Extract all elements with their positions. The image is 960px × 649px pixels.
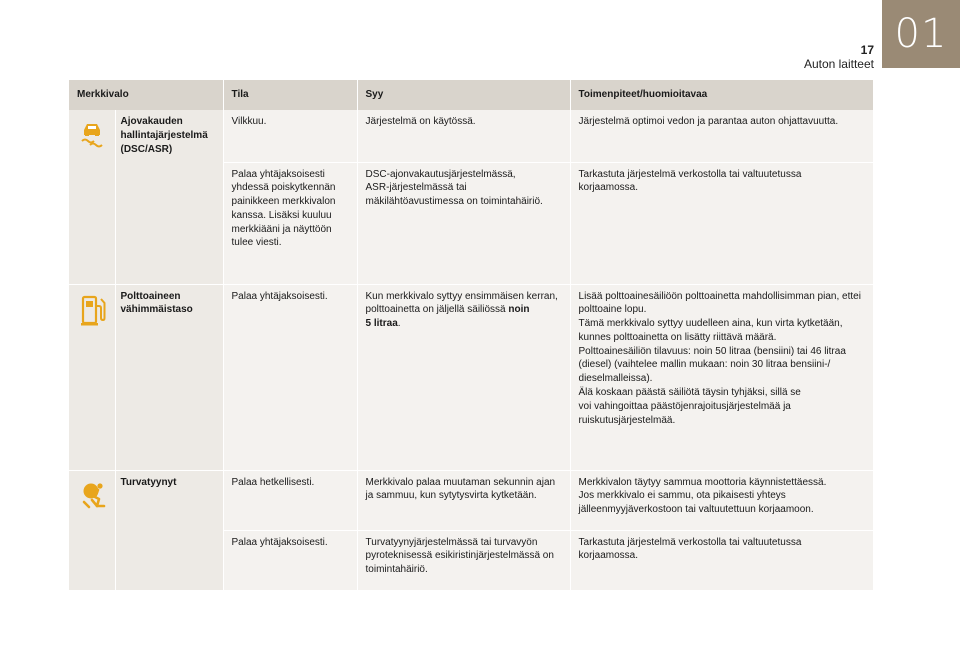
lamp-name-airbags: Turvatyynyt (115, 470, 223, 590)
page-number: 17 (860, 43, 874, 57)
table-row (69, 284, 873, 470)
column-header-cause: Syy (357, 80, 570, 110)
state-cell: Palaa yhtäjaksoisesti. (223, 284, 357, 470)
action-cell: Lisää polttoainesäiliöön polttoainetta mahdollisimman pian, ettei polttoaine lopu. Tämä merkkivalo syttyy uudelleen aina, kun virta kytketään, kunnes polttoainetta on lisätty riittävä määrä. Polttoainesäiliön tilavuus: noin 50 litraa (bensiini) tai 46 litraa (diesel) (vaihtelee mallin mukaan: noin 30 litraa bensiini-/ dieselmalleissa). Älä koskaan päästä säiliötä täysin tyhjäksi, sillä se voi vahingoittaa päästöjenrajoitusjärjestelmää ja ruiskutusjärjestelmää. (570, 284, 873, 470)
lamp-icon-cell (69, 284, 115, 470)
lamp-name-dsc: Ajovakauden hallintajärjestelmä (DSC/ASR) (115, 110, 223, 284)
warning-lamps-table (69, 80, 874, 591)
table-row (69, 470, 873, 530)
column-header-action: Toimenpiteet/huomioitavaa (570, 80, 873, 110)
stability-control-icon (77, 119, 107, 154)
cause-cell: Kun merkkivalo syttyy ensimmäisen kerran, polttoainetta on jäljellä säiliössä noin 5 litraa. (357, 284, 570, 470)
lamp-icon-cell (69, 470, 115, 590)
action-cell: Järjestelmä optimoi vedon ja parantaa auton ohjattavuutta. (570, 110, 873, 162)
state-cell: Palaa yhtäjaksoisesti. (223, 530, 357, 590)
cause-cell: Merkkivalo palaa muutaman sekunnin ajan ja sammuu, kun sytytysvirta kytketään. (357, 470, 570, 530)
action-cell: Tarkastuta järjestelmä verkostolla tai valtuutetussa korjaamossa. (570, 162, 873, 284)
cause-cell: Järjestelmä on käytössä. (357, 110, 570, 162)
state-cell: Palaa yhtäjaksoisesti yhdessä poiskytkennän painikkeen merkkivalon kanssa. Lisäksi kuuluu merkkiääni ja näyttöön tulee viesti. (223, 162, 357, 284)
state-cell: Palaa hetkellisesti. (223, 470, 357, 530)
chapter-tab (882, 0, 960, 68)
section-title: Auton laitteet (803, 57, 874, 71)
table-row (69, 110, 873, 162)
lamp-name-fuel: Polttoaineen vähimmäistaso (115, 284, 223, 470)
cause-cell: DSC-ajonvakautusjärjestelmässä, ASR-järjestelmässä tai mäkilähtöavustimessa on toimintahäiriö. (357, 162, 570, 284)
lamp-icon-cell (69, 110, 115, 284)
fuel-pump-icon (77, 294, 107, 333)
column-header-state: Tila (223, 80, 357, 110)
table-header-row (69, 80, 873, 110)
action-cell: Merkkivalon täytyy sammua moottoria käynnistettäessä. Jos merkkivalo ei sammu, ota pikaisesti yhteys jälleenmyyjäverkostoon tai valtuutettuun korjaamoon. (570, 470, 873, 530)
cause-cell: Turvatyynyjärjestelmässä tai turvavyön pyroteknisessä esikiristinjärjestelmässä on toimintahäiriö. (357, 530, 570, 590)
airbag-icon (77, 480, 107, 515)
action-cell: Tarkastuta järjestelmä verkostolla tai valtuutetussa korjaamossa. (570, 530, 873, 590)
column-header-lamp: Merkkivalo (69, 80, 223, 110)
chapter-number: 01 (894, 11, 948, 57)
state-cell: Vilkkuu. (223, 110, 357, 162)
